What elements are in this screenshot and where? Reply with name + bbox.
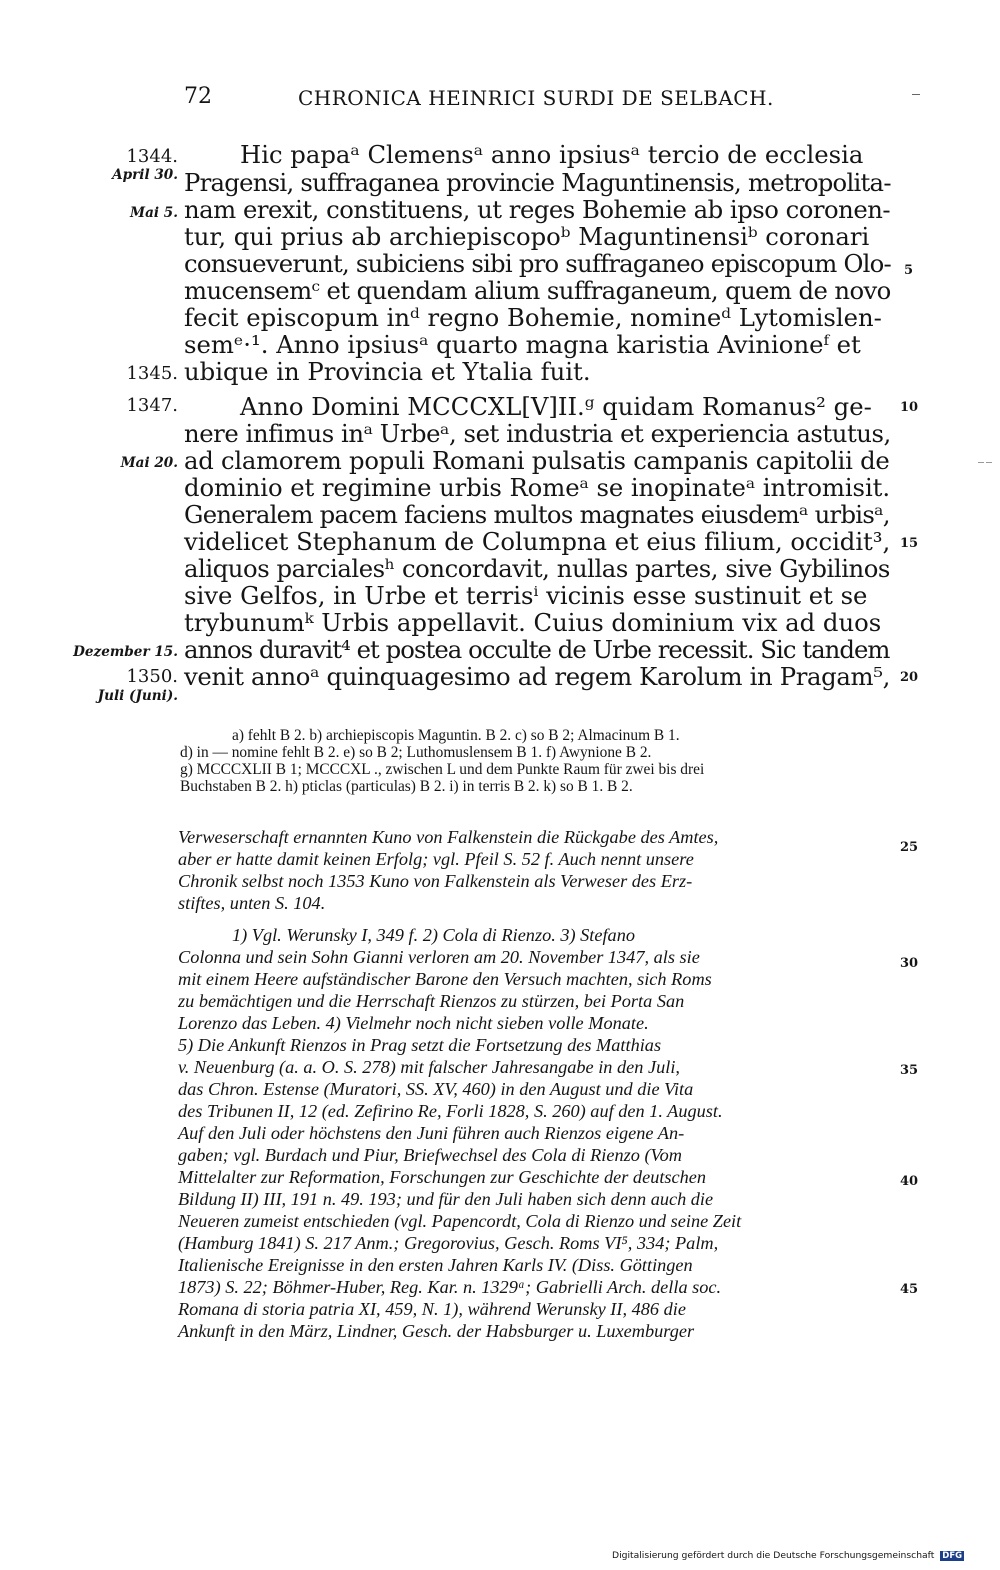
commentary-line: Lorenzo das Leben. 4) Vielmehr noch nicht sieben volle Monate. (178, 1013, 649, 1033)
text-line: consueverunt, subiciens sibi pro suffraganeo episcopum Olo- (184, 249, 891, 278)
apparatus-line: a) fehlt B 2. b) archiepiscopis Maguntin. B 2. c) so B 2; Almacinum B 1. (232, 727, 680, 744)
margin-date: Mai 5. (130, 205, 178, 221)
page-header (0, 84, 1000, 116)
commentary-line: Verweserschaft ernannten Kuno von Falkenstein die Rückgabe des Amtes, (178, 827, 719, 847)
edge-tick (912, 94, 920, 95)
text-line: aliquos parcialesʰ concordavit, nullas partes, sive Gybilinos (184, 554, 890, 583)
text-line: trybunumᵏ Urbis appellavit. Cuius dominium vix ad duos (184, 608, 882, 637)
text-line: fecit episcopum inᵈ regno Bohemie, nomineᵈ Lytomislen- (184, 303, 882, 332)
text-line: Pragensi, suffraganea provincie Maguntinensis, metropolita- (184, 168, 891, 197)
text-line: Anno Domini MCCCXL[V]II.ᵍ quidam Romanus² ge- (240, 392, 872, 421)
commentary-line: zu bemächtigen und die Herrschaft Rienzos zu stürzen, bei Porta San (178, 991, 685, 1011)
apparatus-line: Buchstaben B 2. h) pticlas (particulas) B 2. i) in terris B 2. k) so B 1. B 2. (180, 778, 633, 795)
commentary-line: des Tribunen II, 12 (ed. Zefirino Re, Forli 1828, S. 260) auf den 1. August. (178, 1101, 723, 1121)
line-number: 15 (900, 536, 919, 551)
credit-text: Digitalisierung gefördert durch die Deutsche Forschungsgemeinschaft (612, 1550, 935, 1561)
text-line: annos duravit⁴ et postea occulte de Urbe recessit. Sic tandem (184, 635, 890, 664)
edge-mark (978, 462, 984, 463)
margin-date: Mai 20. (120, 455, 178, 471)
commentary-line: Italienische Ereignisse in den ersten Jahren Karls IV. (Diss. Göttingen (178, 1255, 693, 1275)
text-line: Generalem pacem faciens multos magnates eiusdemᵃ urbisᵃ, (184, 500, 890, 529)
commentary-line: gaben; vgl. Burdach und Piur, Briefwechsel des Cola di Rienzo (Vom (178, 1145, 683, 1165)
line-number: 40 (900, 1174, 919, 1189)
margin-date: Dezember 15. (73, 644, 178, 660)
page-number: 72 (184, 84, 212, 109)
digitization-credit (612, 1550, 964, 1561)
commentary-line: Neueren zumeist entschieden (vgl. Papencordt, Cola di Rienzo und seine Zeit (178, 1211, 742, 1231)
commentary-line: v. Neuenburg (a. a. O. S. 278) mit falscher Jahresangabe in den Juli, (178, 1057, 680, 1077)
text-line: ad clamorem populi Romani pulsatis campanis capitolii de (184, 446, 890, 475)
margin-year: 1345. (126, 363, 178, 384)
text-line: nere infimus inᵃ Urbeᵃ, set industria et experiencia astutus, (184, 419, 891, 448)
text-line: tur, qui prius ab archiepiscopoᵇ Maguntinensiᵇ coronari (184, 222, 870, 251)
margin-year: 1347. (126, 395, 178, 416)
commentary-line: (Hamburg 1841) S. 217 Anm.; Gregorovius, Gesch. Roms VI⁵, 334; Palm, (178, 1233, 719, 1253)
commentary-line: das Chron. Estense (Muratori, SS. XV, 460) in den August und die Vita (178, 1079, 694, 1099)
commentary-line: Romana di storia patria XI, 459, N. 1), während Werunsky II, 486 die (178, 1299, 686, 1319)
commentary-line: Ankunft in den März, Lindner, Gesch. der Habsburger u. Luxemburger (178, 1321, 695, 1341)
commentary-line: Mittelalter zur Reformation, Forschungen zur Geschichte der deutschen (178, 1167, 707, 1187)
line-number: 20 (900, 670, 919, 685)
margin-year: 1350. (126, 666, 178, 687)
commentary-line: mit einem Heere aufständischer Barone den Versuch machten, sich Roms (178, 969, 712, 989)
line-number: 35 (900, 1063, 919, 1078)
line-number: 25 (900, 840, 919, 855)
commentary-line: aber er hatte damit keinen Erfolg; vgl. Pfeil S. 52 f. Auch nennt unsere (178, 849, 694, 869)
text-line: ubique in Provincia et Ytalia fuit. (184, 357, 591, 386)
margin-date: April 30. (112, 167, 178, 183)
line-number: 30 (900, 956, 919, 971)
line-number: 5 (904, 263, 914, 278)
text-line: venit annoᵃ quinquagesimo ad regem Karolum in Pragam⁵, (184, 662, 891, 691)
commentary-line: Colonna und sein Sohn Gianni verloren am 20. November 1347, als sie (178, 947, 700, 967)
line-number: 10 (900, 400, 919, 415)
commentary-line: Bildung II) III, 191 n. 49. 193; und für den Juli haben sich denn auch die (178, 1189, 714, 1209)
margin-date: Juli (Juni). (97, 688, 178, 704)
text-line: semᵉ·¹. Anno ipsiusᵃ quarto magna karistia Avinioneᶠ et (184, 330, 861, 359)
commentary-line: stiftes, unten S. 104. (178, 893, 326, 913)
commentary-line: 1) Vgl. Werunsky I, 349 f. 2) Cola di Rienzo. 3) Stefano (232, 925, 635, 945)
edge-mark (986, 462, 992, 463)
commentary-line: Chronik selbst noch 1353 Kuno von Falkenstein als Verweser des Erz- (178, 871, 693, 891)
line-number: 45 (900, 1282, 919, 1297)
apparatus-line: d) in — nomine fehlt B 2. e) so B 2; Luthomuslensem B 1. f) Awynione B 2. (180, 744, 652, 761)
text-line: mucensemᶜ et quendam alium suffraganeum, quem de novo (184, 276, 891, 305)
running-title: CHRONICA HEINRICI SURDI DE SELBACH. (298, 86, 774, 110)
text-line: dominio et regimine urbis Romeᵃ se inopinateᵃ intromisit. (184, 473, 890, 502)
text-line: Hic papaᵃ Clemensᵃ anno ipsiusᵃ tercio de ecclesia (240, 140, 864, 169)
commentary-line: 1873) S. 22; Böhmer-Huber, Reg. Kar. n. 1329ᵃ; Gabrielli Arch. della soc. (178, 1277, 722, 1297)
text-line: nam erexit, constituens, ut reges Bohemie ab ipso coronen- (184, 195, 891, 224)
commentary-line: Auf den Juli oder höchstens den Juni führen auch Rienzos eigene An- (178, 1123, 685, 1143)
margin-year: 1344. (126, 146, 178, 167)
dfg-logo: DFG (942, 1551, 963, 1561)
apparatus-line: g) MCCCXLII B 1; MCCCXL ., zwischen L und dem Punkte Raum für zwei bis drei (180, 761, 705, 778)
commentary-line: 5) Die Ankunft Rienzos in Prag setzt die Fortsetzung des Matthias (178, 1035, 662, 1055)
text-line: videlicet Stephanum de Columpna et eius filium, occidit³, (184, 527, 891, 556)
text-line: sive Gelfos, in Urbe et terrisⁱ vicinis esse sustinuit et se (184, 581, 868, 610)
